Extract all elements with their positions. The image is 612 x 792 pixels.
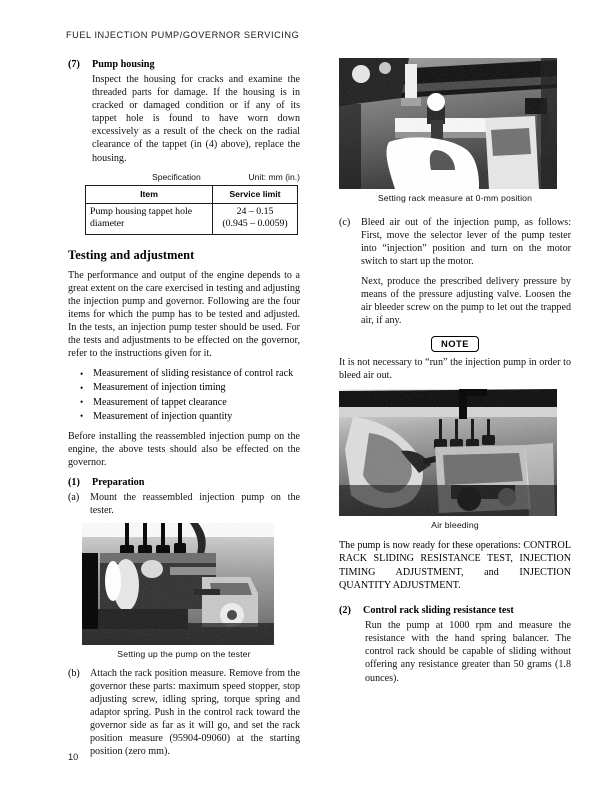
section-1-heading bbox=[68, 476, 300, 489]
section-2-heading bbox=[339, 604, 571, 617]
section-7-heading bbox=[68, 58, 300, 71]
table-header-row bbox=[86, 185, 298, 203]
table-row bbox=[86, 203, 298, 234]
step-c-label: (c) bbox=[339, 216, 351, 228]
step-c bbox=[339, 216, 571, 328]
photo-air-bleeding-image bbox=[339, 389, 557, 516]
photo-pump-on-tester bbox=[82, 523, 274, 645]
section-7-label: (7) bbox=[68, 59, 80, 70]
figure-rack-measure bbox=[339, 58, 571, 203]
spec-table-title: Specification bbox=[152, 171, 201, 182]
cell-service-limit bbox=[213, 203, 298, 234]
testing-after-bullets-paragraph: Before installing the reassembled injection pump on the engine, the above tests should also be effected on the governor. bbox=[68, 430, 300, 468]
list-item: • Measurement of tappet clearance bbox=[80, 396, 300, 410]
cell-item-name: Pump housing tappet hole diameter bbox=[86, 203, 213, 234]
photo-rack-measure-image bbox=[339, 58, 557, 189]
step-b bbox=[68, 667, 300, 759]
step-c-paragraph-1: Bleed air out of the injection pump, as follows: First, move the selector lever of the pump tester into “injection” position and turn on the motor switch to start up the motor. bbox=[361, 216, 571, 267]
photo-pump-on-tester-image bbox=[82, 523, 274, 645]
page-number: 10 bbox=[68, 752, 79, 762]
spec-table bbox=[85, 185, 298, 235]
photo-air-bleeding bbox=[339, 389, 557, 516]
section-7-title: Pump housing bbox=[92, 59, 155, 70]
step-a-label: (a) bbox=[68, 491, 80, 503]
photo-rack-measure bbox=[339, 58, 557, 189]
figure-air-bleeding bbox=[339, 389, 571, 530]
pump-ready-paragraph: The pump is now ready for these operations: CONTROL RACK SLIDING RESISTANCE TEST, INJECTION TIMING ADJUSTMENT, and INJECTION QUANTITY ADJUSTMENT. bbox=[339, 539, 571, 591]
note-badge-container bbox=[339, 334, 571, 352]
section-7-pump-housing bbox=[68, 58, 300, 165]
section-2-control-rack-test bbox=[339, 604, 571, 684]
right-column bbox=[339, 58, 571, 691]
section-2-label: (2) bbox=[339, 605, 351, 617]
measurement-list bbox=[68, 367, 300, 423]
list-item: • Measurement of sliding resistance of control rack bbox=[80, 367, 300, 381]
section-1-label: (1) bbox=[68, 476, 80, 488]
limit-primary: 24 – 0.15 bbox=[236, 205, 274, 217]
testing-and-adjustment-heading: Testing and adjustment bbox=[68, 247, 195, 262]
column-header-item: Item bbox=[86, 185, 213, 203]
left-column bbox=[68, 58, 300, 764]
running-header: FUEL INJECTION PUMP/GOVERNOR SERVICING bbox=[66, 30, 300, 40]
step-b-text: Attach the rack position measure. Remove from the governor these parts: maximum speed stopper, stop adjusting screw, idling spring, torque spring and adaptor spring. Push in the control rack toward the governor side as far as it will go, and set the rack position measure (95904-09060) at the starting position (zero mm). bbox=[90, 667, 300, 758]
figure-caption-rack-measure: Setting rack measure at 0-mm position bbox=[377, 192, 533, 203]
section-1-title: Preparation bbox=[92, 476, 145, 488]
step-a bbox=[68, 491, 300, 517]
section-7-body: Inspect the housing for cracks and examine the threaded parts for damage. If the housing is in cracked or damaged condition or if any of its tappet hole is found to have worn down excessively as a result of the check on the radial clearance of the tappet (in (4) above), replace the housing. bbox=[92, 74, 300, 164]
note-badge: NOTE bbox=[431, 336, 479, 353]
figure-caption-pump-on-tester: Setting up the pump on the tester bbox=[117, 648, 251, 659]
step-b-label: (b) bbox=[68, 667, 80, 679]
step-a-text: Mount the reassembled injection pump on the tester. bbox=[90, 491, 300, 517]
list-item: • Measurement of injection timing bbox=[80, 381, 300, 395]
section-1-preparation bbox=[68, 476, 300, 517]
note-text: It is not necessary to “run” the injection pump in order to bleed air out. bbox=[339, 357, 571, 382]
list-item: • Measurement of injection quantity bbox=[80, 410, 300, 424]
column-header-service-limit: Service limit bbox=[213, 185, 298, 203]
step-c-paragraph-2: Next, produce the prescribed delivery pressure by means of the pressure adjusting valve. Loosen the air bleeder screw on the pump to let out the trapped air, if any. bbox=[361, 275, 571, 327]
figure-caption-air-bleeding: Air bleeding bbox=[431, 519, 479, 530]
spec-table-unit: Unit: mm (in.) bbox=[248, 171, 300, 182]
spec-table-header-row bbox=[68, 172, 300, 185]
spec-table-block bbox=[68, 172, 300, 235]
limit-secondary: (0.945 – 0.0059) bbox=[222, 218, 288, 230]
testing-intro-paragraph: The performance and output of the engine depends to a great extent on the care exercised in testing and adjusting the injection pump and governor. Following are the four items for which the pump has to be tested and adjusted. In the tests, an injection pump tester should be used. For the tests and adjustments to be effected on the governor, refer to the instructions given for it. bbox=[68, 269, 300, 360]
section-2-title: Control rack sliding resistance test bbox=[363, 605, 514, 617]
step-c-body bbox=[361, 216, 571, 328]
section-2-body: Run the pump at 1000 rpm and measure the resistance with the hand spring balancer. The control rack should be capable of sliding without offering any resistance greater than 50 grams (1.8 ounces). bbox=[365, 620, 571, 684]
figure-pump-on-tester bbox=[68, 523, 300, 659]
